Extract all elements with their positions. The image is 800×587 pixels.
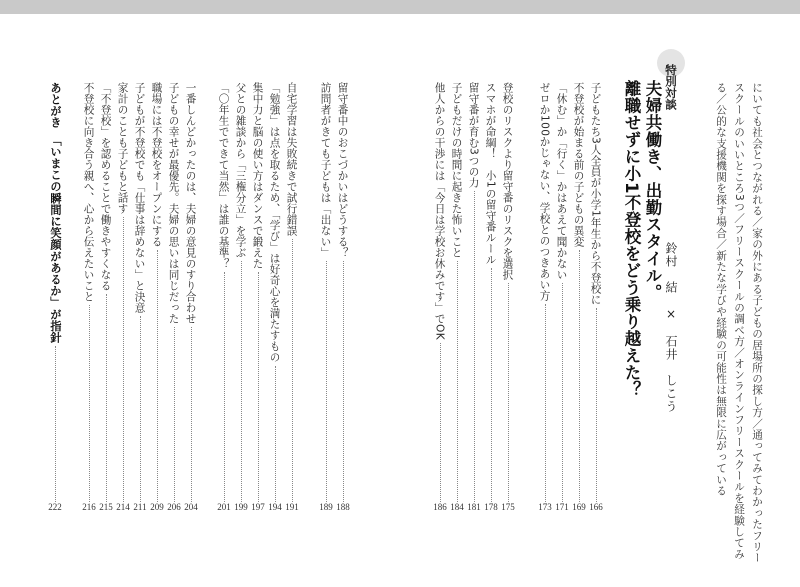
toc-page-number: 184 [450, 502, 464, 512]
toc-entry[interactable] [115, 82, 131, 502]
toc-entry-title: 訪問者がきても子どもは「出ない」 [319, 82, 332, 258]
toc-page-number: 169 [572, 502, 586, 512]
toc-page-number: 214 [116, 502, 130, 512]
dotted-leader [508, 283, 509, 502]
toc-entry[interactable] [449, 82, 465, 502]
toc-entry[interactable] [81, 82, 97, 502]
toc-entry[interactable] [233, 82, 249, 502]
toc-entry-title: 不登校が始まる前の子どもの異変 [572, 82, 585, 247]
dotted-leader [596, 308, 597, 502]
dotted-leader [440, 343, 441, 502]
special-authors: 鈴村 結 × 石井 しこう [664, 242, 678, 413]
toc-page-number: 173 [538, 502, 552, 512]
dotted-leader [241, 261, 242, 502]
dotted-leader [191, 327, 192, 502]
toc-entry[interactable] [588, 82, 604, 502]
dotted-leader [123, 217, 124, 502]
dotted-leader [474, 191, 475, 502]
toc-entry-title: 集中力と脳の使い方はダンスで鍛えた [251, 82, 264, 269]
toc-entry[interactable] [537, 82, 553, 502]
toc-page-number: 211 [133, 502, 147, 512]
toc-entry[interactable] [554, 82, 570, 502]
toc-page-number: 199 [234, 502, 248, 512]
viewer-top-bar [0, 0, 800, 14]
dotted-leader [258, 272, 259, 502]
dotted-leader [275, 366, 276, 502]
toc-entry[interactable] [250, 82, 266, 502]
chapter-summary-line: にいても社会とつながれる／家の外にある子どもの居場所の探し方／通ってみてわかったフリー [751, 82, 763, 564]
dotted-leader [457, 261, 458, 502]
toc-entry-title: 留守番中のおこづかいはどうする？ [336, 82, 349, 258]
chapter-summary-line: スクールのいいところ3つ／フリースクールの調べ方／オンラインフリースクールを経験してみ [733, 82, 745, 560]
toc-page-number: 186 [433, 502, 447, 512]
toc-entry[interactable] [500, 82, 516, 502]
chapter-summary-line: る／公的な支援機関を探す場合／新たな学びや経験の可能性は無限に広がっている [715, 82, 727, 497]
toc-entry-title: 家計のことも子どもと話す [116, 82, 129, 214]
toc-entry-title: 留守番が育む3つの力 [467, 82, 480, 189]
toc-entry-title: 「不登校」を認めることで働きやすくなる [99, 82, 112, 291]
toc-page-number: 206 [167, 502, 181, 512]
toc-entry[interactable] [432, 82, 448, 502]
dotted-leader [545, 304, 546, 502]
toc-entry[interactable] [166, 82, 182, 502]
toc-entry[interactable] [132, 82, 148, 502]
toc-page-number: 209 [150, 502, 164, 512]
toc-page-number: 175 [501, 502, 515, 512]
toc-entry-title: 「〇年生でできて当然」は誰の基準？ [217, 82, 230, 269]
toc-entry[interactable] [483, 82, 499, 502]
dotted-leader [140, 316, 141, 502]
toc-page-number: 191 [285, 502, 299, 512]
toc-page-number: 189 [319, 502, 333, 512]
toc-page-number: 188 [336, 502, 350, 512]
dotted-leader [174, 327, 175, 502]
toc-page-number: 204 [184, 502, 198, 512]
toc-entry-title: 登校のリスクより留守番のリスクを選択 [501, 82, 514, 280]
toc-entry[interactable] [47, 82, 63, 502]
toc-entry-title: ゼロか100かじゃない、学校とのつきあい方 [538, 82, 551, 302]
toc-entry-title: 「勉強」は点を取るため、「学び」は好奇心を満たすもの [268, 82, 281, 363]
dotted-leader [89, 305, 90, 502]
special-title-line2: 離職せずに小1不登校をどう乗り越えた？ [622, 80, 641, 398]
toc-entry[interactable] [149, 82, 165, 502]
dotted-leader [224, 272, 225, 502]
dotted-leader [55, 346, 56, 502]
dotted-leader [106, 294, 107, 502]
dotted-leader [292, 239, 293, 502]
toc-entry[interactable] [335, 82, 351, 502]
toc-page-number: 215 [99, 502, 113, 512]
toc-entry[interactable] [571, 82, 587, 502]
toc-page-number: 201 [217, 502, 231, 512]
toc-entry-title: 不登校に向き合う親へ、心から伝えたいこと [82, 82, 95, 302]
dotted-leader [491, 268, 492, 502]
toc-entry-title: 自宅学習は失敗続きで試行錯誤 [285, 82, 298, 236]
dotted-leader [157, 250, 158, 502]
toc-entry-title: あとがき 「いまこの瞬間に笑顔があるか」が指針 [49, 82, 62, 344]
special-title-line1: 夫婦共働き、出勤スタイル。 [643, 80, 662, 301]
toc-entry-title: 子どもの幸せが最優先。夫婦の思いは同じだった [167, 82, 180, 324]
toc-entry[interactable] [466, 82, 482, 502]
toc-page-number: 181 [467, 502, 481, 512]
special-badge-label: 特別対談 [664, 64, 678, 110]
toc-entry-title: 子どもたち3人全員が小学1年生から不登校に [589, 82, 602, 306]
toc-entry[interactable] [98, 82, 114, 502]
toc-page-number: 178 [484, 502, 498, 512]
toc-page-number: 171 [555, 502, 569, 512]
dotted-leader [343, 261, 344, 502]
toc-entry-title: 父との雑談から「三権分立」を学ぶ [234, 82, 247, 258]
toc-entry-title: 職場には不登校をオープンにする [150, 82, 163, 247]
toc-page-number: 166 [589, 502, 603, 512]
toc-entry-title: スマホが命綱！ 小1の留守番ルール [484, 82, 497, 266]
toc-entry-title: 「休む」か「行く」かはあえて聞かない [555, 82, 568, 280]
toc-entry[interactable] [216, 82, 232, 502]
toc-entry[interactable] [318, 82, 334, 502]
toc-entry-title: 一番しんどかったのは、夫婦の意見のすり合わせ [184, 82, 197, 324]
dotted-leader [562, 283, 563, 502]
toc-entry-title: 子どもだけの時間に起きた怖いこと [450, 82, 463, 258]
toc-page-number: 197 [251, 502, 265, 512]
dotted-leader [579, 250, 580, 502]
toc-page-number: 216 [82, 502, 96, 512]
toc-entry[interactable] [183, 82, 199, 502]
toc-page-number: 222 [48, 502, 62, 512]
toc-entry[interactable] [267, 82, 283, 502]
toc-entry[interactable] [284, 82, 300, 502]
toc-page-number: 194 [268, 502, 282, 512]
toc-entry-title: 子どもが不登校でも「仕事は辞めない」と決意 [133, 82, 146, 313]
toc-entry-title: 他人からの干渉には「今日は学校お休みです」でOK [433, 82, 446, 341]
dotted-leader [326, 261, 327, 502]
